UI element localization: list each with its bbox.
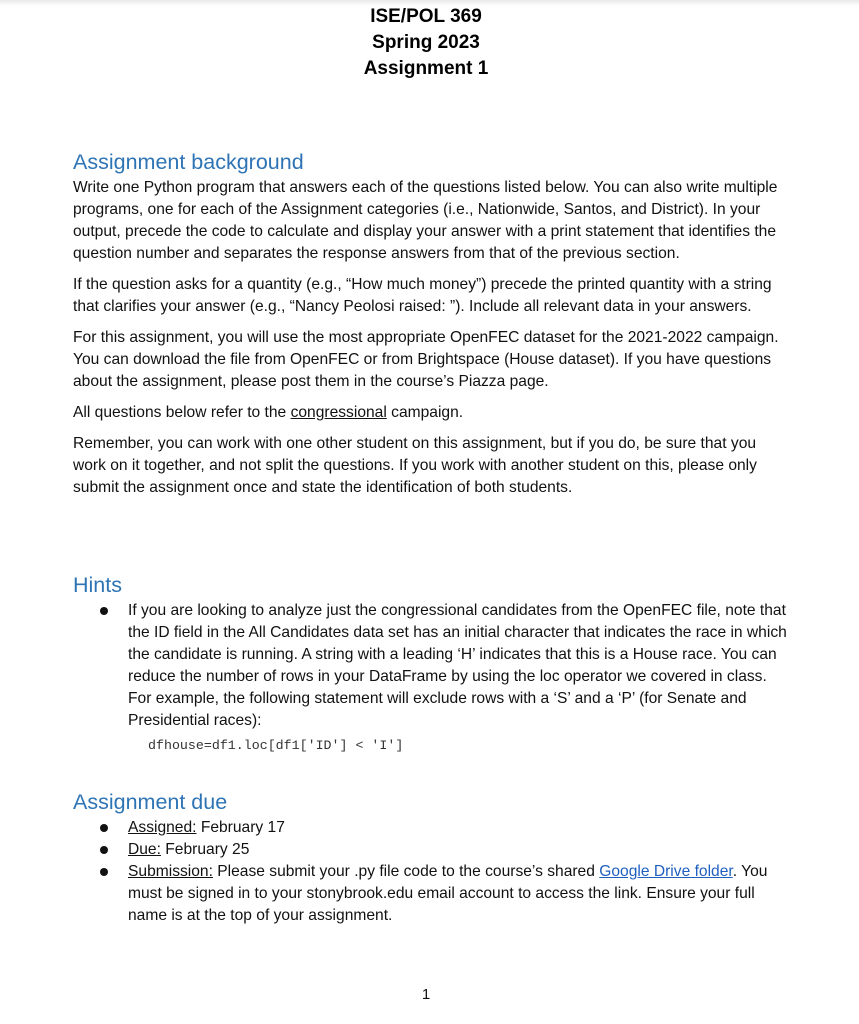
page-number: 1 [421, 986, 431, 1003]
background-body [73, 177, 785, 499]
assigned-label: Assigned: [128, 819, 197, 836]
hints-heading: Hints [73, 573, 122, 597]
google-drive-folder-link[interactable]: Google Drive folder [599, 863, 733, 880]
congressional-underlined: congressional [290, 404, 387, 421]
bullet-icon [100, 607, 108, 615]
due-item [97, 839, 787, 861]
bullet-icon [100, 846, 108, 854]
bullet-icon [100, 824, 108, 832]
due-list [97, 817, 787, 927]
hints-list [97, 600, 787, 756]
background-paragraph-4 [73, 402, 785, 424]
hint-text: If you are looking to analyze just the congressional candidates from the OpenFEC file, note that the ID field in the All Candidates data set has an initial character that indicates the race in which the candidate is running. A string with a leading ‘H’ indicates that this is a House race. You can reduce the number of rows in your DataFrame by using the loc operator we covered in class. For example, the following statement will exclude rows with a ‘S’ and a ‘P’ (for Senate and Presidential races): [128, 602, 787, 729]
due-date: February 25 [160, 841, 250, 858]
background-paragraph-3: For this assignment, you will use the most appropriate OpenFEC dataset for the 2021-2022 campaign. You can download the file from OpenFEC or from Brightspace (House dataset). If you have questions about the assignment, please post them in the course’s Piazza page. [73, 329, 779, 390]
submission-text-end: . You must be signed in to your stonybrook.edu email account to access the link. Ensure your full name is at the top of your assignment. [128, 863, 768, 924]
background-paragraph-5: Remember, you can work with one other student on this assignment, but if you do, be sure that you work on it together, and not split the questions. If you work with another student on this, please only submit the assignment once and state the identification of both students. [73, 435, 757, 496]
document-header [0, 4, 852, 82]
submission-text: Please submit your .py file code to the course’s shared [212, 863, 600, 880]
bullet-icon [100, 868, 108, 876]
due-label: Due: [128, 841, 161, 858]
paragraph-4-start: All questions below refer to the [73, 404, 291, 421]
submission-label: Submission: [128, 863, 213, 880]
assignment-title: Assignment 1 [363, 58, 489, 79]
background-heading: Assignment background [73, 150, 304, 174]
background-paragraph-2: If the question asks for a quantity (e.g., “How much money”) precede the printed quantity with a string that clarifies your answer (e.g., “Nancy Peolosi raised: ”). Include all relevant data in your answers. [73, 276, 772, 315]
due-heading: Assignment due [73, 790, 228, 814]
code-example: dfhouse=df1.loc[df1['ID'] < 'I'] [148, 738, 404, 753]
assigned-date: February 17 [196, 819, 285, 836]
submission-item [97, 861, 787, 927]
paragraph-4-end: campaign. [386, 404, 464, 421]
hint-item [97, 600, 787, 756]
term: Spring 2023 [372, 32, 480, 53]
background-paragraph-1: Write one Python program that answers each of the questions listed below. You can also write multiple programs, one for each of the Assignment categories (i.e., Nationwide, Santos, and District). In your output, precede the code to calculate and display your answer with a print statement that identifies the question number and separates the response answers from that of the previous section. [73, 179, 778, 262]
assigned-item [97, 817, 787, 839]
course-code: ISE/POL 369 [370, 6, 482, 27]
